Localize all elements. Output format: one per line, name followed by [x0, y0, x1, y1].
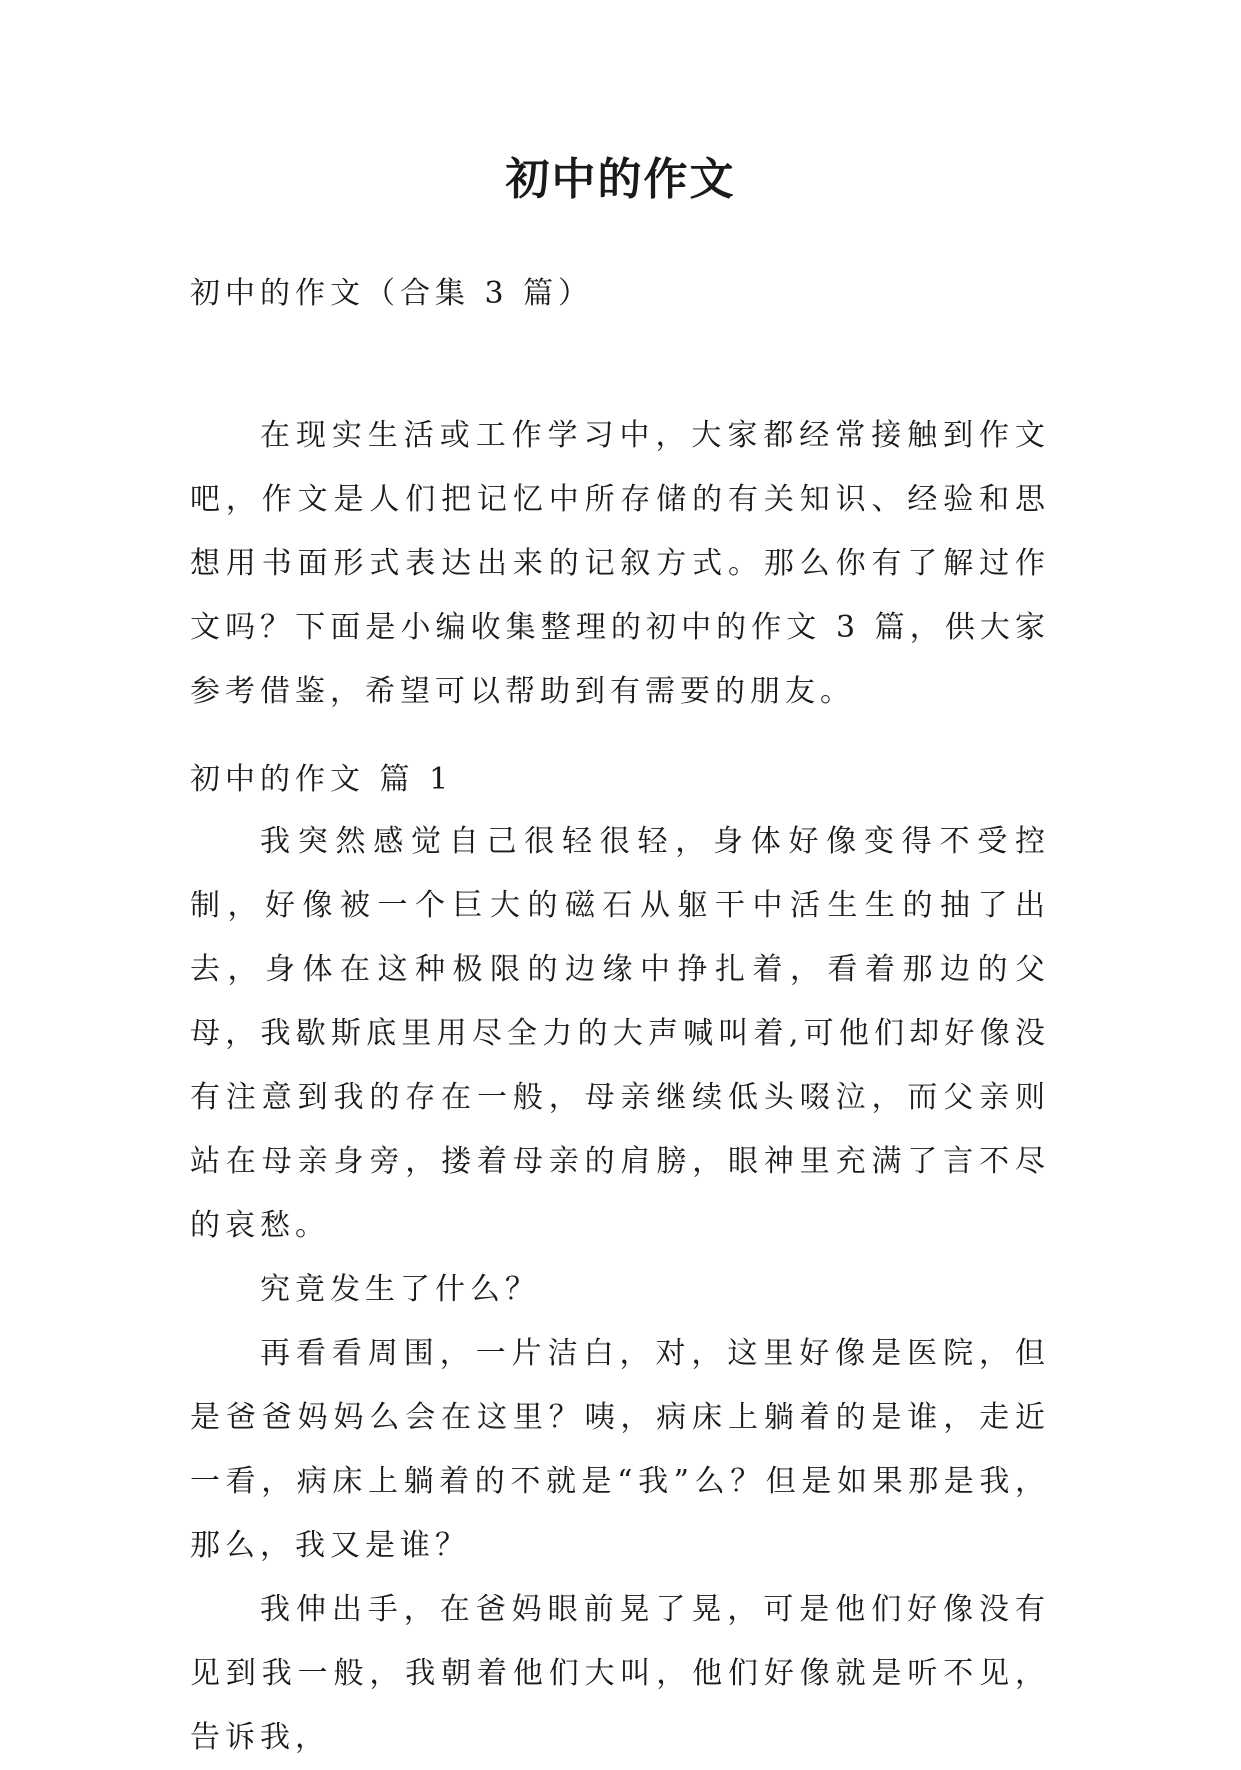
story-paragraph: 再看看周围，一片洁白，对，这里好像是医院，但是爸爸妈妈么会在这里？咦，病床上躺着的是谁，走近一看，病床上躺着的不就是“我”么？但是如果那是我，那么，我又是谁？: [190, 1336, 1050, 1563]
section-heading: 初中的作文 篇 1: [190, 762, 454, 797]
intro-paragraph: 在现实生活或工作学习中，大家都经常接触到作文吧，作文是人们把记忆中所存储的有关知识、经验和思想用书面形式表达出来的记叙方式。那么你有了解过作文吗？下面是小编收集整理的初中的作文 3 篇，供大家参考借鉴，希望可以帮助到有需要的朋友。: [190, 418, 1050, 709]
story-paragraph: 我突然感觉自己很轻很轻，身体好像变得不受控制，好像被一个巨大的磁石从躯干中活生生的抽了出去，身体在这种极限的边缘中挣扎着，看着那边的父母，我歇斯底里用尽全力的大声喊叫着,可他们却好像没有注意到我的存在一般，母亲继续低头啜泣，而父亲则站在母亲身旁，搂着母亲的肩膀，眼神里充满了言不尽的哀愁。: [190, 824, 1050, 1243]
story-paragraph: 我伸出手，在爸妈眼前晃了晃，可是他们好像没有见到我一般，我朝着他们大叫，他们好像就是听不见，告诉我，: [190, 1592, 1050, 1755]
story-paragraph: 究竟发生了什么？: [260, 1272, 540, 1307]
intro-block: [190, 404, 1050, 724]
story-body: [190, 810, 1050, 1770]
document-subtitle: 初中的作文（合集 3 篇）: [190, 276, 594, 311]
document-title: 初中的作文: [505, 154, 736, 205]
